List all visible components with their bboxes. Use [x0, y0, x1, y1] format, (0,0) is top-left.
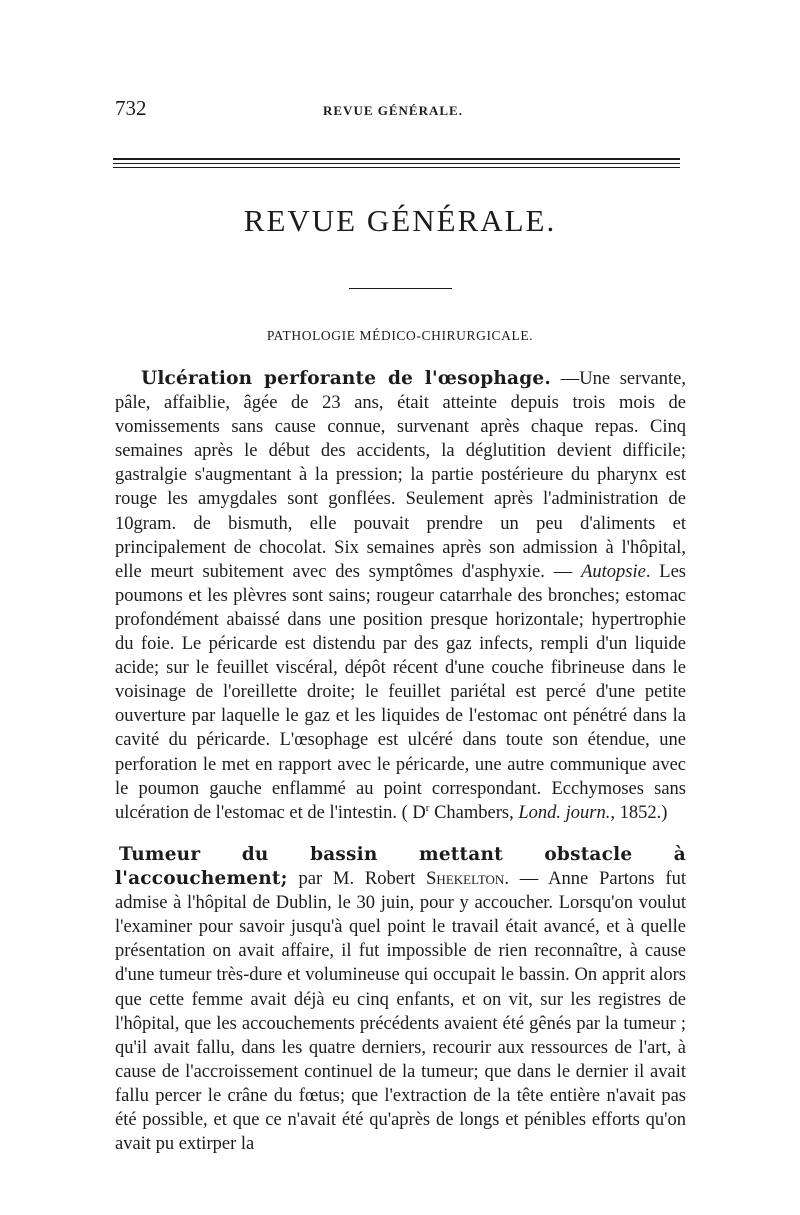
doctor-superscript: r — [425, 801, 430, 814]
header-rule-thick — [113, 158, 680, 160]
citation-source: Lond. journ. — [518, 802, 611, 823]
citation-author: Chambers, — [429, 802, 519, 823]
page-number: 732 — [115, 96, 147, 120]
title-divider — [349, 288, 452, 289]
article-title: Ulcération perforante de l'œsophage. — [141, 368, 551, 389]
article-text-continued: . Les poumons et les plèvres sont sains; rougeur catarrhale des bronches; estomac profondément abaissé dans une position presque horizontale; hypertrophie du foie. Le péricarde est distendu par des gaz infects, rempli d'un liquide acide; sur le feuillet viscéral, dépôt récent d'une couche fibrineuse dans le voisinage de l'oreillette droite; le feuillet pariétal est percé d'une petite ouverture par laquelle le gaz et les liquides de l'estomac ont pénétré dans la cavité du péricarde. L'œsophage est ulcéré dans toute son étendue, une perforation le met en rapport avec le péricarde, une autre communique avec le poumon gauche enflammé au point correspondant. Ecchymoses sans ulcération de l'estomac et de l'intestin. ( D — [115, 561, 686, 823]
byline-prefix: par M. Robert — [287, 869, 427, 890]
article-ulceration-oesophage — [115, 367, 686, 825]
citation-year: , 1852.) — [610, 802, 668, 823]
article-title: Tumeur du bassin mettant obstacle à l'accouchement; — [115, 844, 686, 890]
header-rule-thin-lower — [113, 167, 680, 168]
header-rule-thin — [113, 163, 680, 164]
article-author: Shekelton — [426, 869, 505, 890]
article-tumeur-bassin — [115, 843, 686, 1156]
autopsie-label: Autopsie — [581, 561, 646, 582]
article-text: . — Anne Partons fut admise à l'hôpital de Dublin, le 30 juin, pour y accoucher. Lorsqu'on voulut l'examiner pour savoir jusqu'à quel point le travail était avancé, et à quelle présentation on avait affaire, il fut impossible de rien reconnaître, à cause d'une tumeur très-dure et volumineuse qui occupait le bassin. On apprit alors que cette femme avait déjà eu cinq enfants, et on vit, sur les registres de l'hôpital, que les accouchements précédents avaient été gênés par la tumeur ; qu'il avait fallu, dans les quatre derniers, recourir aux ressources de l'art, à cause de l'accroissement continuel de la tumeur; que dans le dernier il avait fallu percer le crâne du fœtus; que l'extraction de la tête entière n'avait pas été possible, et que ce n'avait été qu'après de longs et pénibles efforts qu'on avait pu extirper la — [115, 869, 686, 1155]
running-head: REVUE GÉNÉRALE. — [323, 103, 463, 118]
article-text: —Une servante, pâle, affaiblie, âgée de 23 ans, était atteinte depuis trois mois de vomissements sans cause connue, survenant après chaque repas. Cinq semaines après le début des accidents, la déglutition devient difficile; gastralgie s'augmentant à la pression; la partie postérieure du pharynx est rouge les amygdales sont gonflées. Seulement après l'administration de 10gram. de bismuth, elle pouvait prendre un peu d'aliments et principalement de chocolat. Six semaines après son admission à l'hôpital, elle meurt subitement avec des symptômes d'asphyxie. — — [115, 369, 686, 582]
section-heading: PATHOLOGIE MÉDICO-CHIRURGICALE. — [266, 328, 534, 343]
main-title: REVUE GÉNÉRALE. — [243, 203, 557, 238]
